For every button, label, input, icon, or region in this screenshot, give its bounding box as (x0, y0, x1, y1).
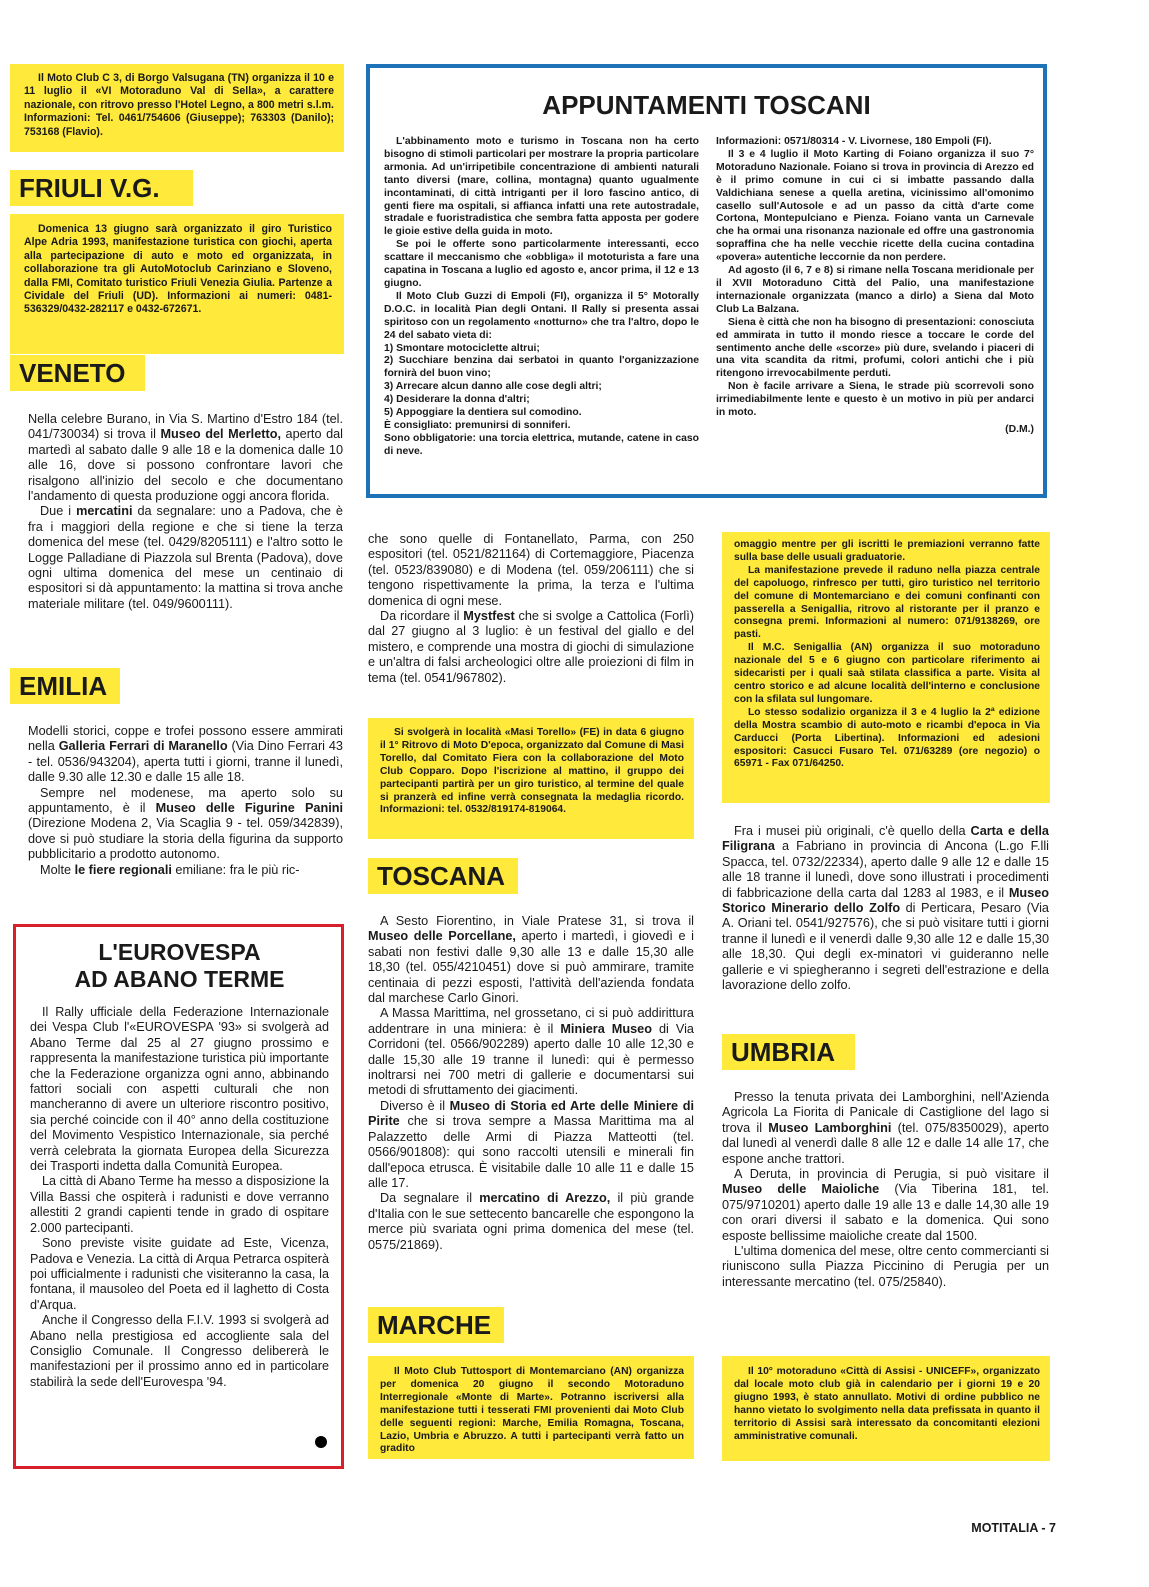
appuntamenti-paragraph: Informazioni: 0571/80314 - V. Livornese, 180 Empoli (FI). (716, 136, 992, 147)
umbria-text (722, 1090, 1049, 1290)
moto-club-c3-text: Il Moto Club C 3, di Borgo Valsugana (TN) organizza il 10 e 11 luglio il «VI Motoraduno Val di Sella», a carattere nazionale, con ritrovo presso l'Hotel Legno, a 800 metri s.l.m. Informazioni: Tel. 0461/754606 (Giuseppe); 763303 (Danilo); 753168 (Flavio). (24, 72, 334, 138)
toscana-paragraph: Da segnalare il mercatino di Arezzo, il più grande d'Italia con le sue settecento bancarelle che espongono la merce più svariata ogni prima domenica del mese (tel. 0575/21869). (368, 1191, 695, 1252)
section-header-veneto: VENETO (10, 355, 145, 391)
masi-torello-text: Si svolgerà in località «Masi Torello» (FE) in data 6 giugno il 1° Ritrovo di Moto D'epoca, organizzato dal Comune di Masi Torello, dal Comitato Fiera con la collaborazione del Moto Club Copparo. Dopo l'iscrizione al mattino, il gruppo dei partecipanti partirà per un giro turistico, al termine del quale si pranzerà ed infine verrà consegnata la medaglia ricordo. Informazioni: tel. 0532/819174-819064. (380, 727, 684, 816)
marche-box (368, 1356, 694, 1459)
rule-item: 3) Arrecare alcun danno alle cose degli altri; (384, 381, 602, 393)
eurovespa-paragraph: Sono previste visite guidate ad Este, Vicenza, Padova e Venezia. La città di Arqua Petrarca ospiterà poi ufficialmente i radunisti che visiteranno la casa, la fontana, il mausoleo del Poeta ed il laghetto di Costa d'Arqua. (30, 1236, 329, 1312)
musei-paragraph: Fra i musei più originali, c'è quello della Carta e della Filigrana a Fabriano in provincia di Ancona (L.go F.lli Spacca, tel. 0732/22334), aperto dalle 9 alle 12 e dalle 15 alle 18 tranne il lunedì, dove sono illustrati i procedimenti di fabbricazione della carta dal 1283 al 1983, e il Museo Storico Minerario dello Zolfo di Perticara, Pesaro (Via A. Oriani tel. 0541/927576), che si può visitare tutti i giorni tranne il lunedì e il venerdì dalle 9,30 alle 12 e dalle 15,30 alle 18,30. Qui degli ex-minatori vi guideranno nelle gallerie e vi spiegheranno i segreti dell'estrazione e della lavorazione dello zolfo. (722, 824, 1049, 993)
toscana-paragraph: A Sesto Fiorentino, in Viale Pratese 31, si trova il Museo delle Porcellane, aperto i martedì, i giovedì e i sabati non festivi dalle 9,30 alle 13 e dalle 15,30 alle 18,30 (tel. 055/4210451) dove si può ammirare, tramite centinaia di pezzi esposti, l'attività dell'azienda fondata dal marchese Carlo Ginori. (368, 914, 694, 1006)
appuntamenti-paragraph: Se poi le offerte sono particolarmente interessanti, ecco scattare il meccanismo che «obbliga» il mototurista a fare una capatina in Toscana a luglio ed agosto e, ancor prima, il 12 e 13 giugno. (384, 239, 699, 289)
toscana-text (368, 914, 694, 1253)
appuntamenti-paragraph: Il Moto Club Guzzi di Empoli (FI), organizza il 5° Motorally D.O.C. in località Pian degli Ontani. Il Rally si presenta assai spiritoso con un regolamento «notturno» che tra l'altro, dopo le 24 del sabato vieta di: (384, 290, 699, 341)
marche-continued-text: Lo stesso sodalizio organizza il 3 e 4 luglio la 2ª edizione della Mostra scambio di auto-moto e ricambi d'epoca in Via Carducci (Porta Libertina). Informazioni ed adesioni espositori: Casucci Fusaro Tel. 071/63289 (ore negozio) o 65971 - Fax 071/64250. (734, 706, 1040, 770)
end-bullet-icon (315, 1436, 327, 1448)
marche-continued-box (722, 532, 1050, 803)
rule-item: 1) Smontare motociclette altrui; (384, 342, 540, 354)
eurovespa-title-1: L'EUROVESPA (98, 939, 261, 965)
masi-torello-box (368, 718, 694, 839)
mystfest-paragraph: Da ricordare il Mystfest che si svolge a Cattolica (Forlì) dal 27 giugno al 3 luglio: è un festival del giallo e del mistero, e comprende una mostra di giochi di simulazione e un'altra di falsi archeologici oltre alle proiezioni di film in tema (tel. 0541/967802). (368, 609, 694, 685)
eurovespa-box (13, 924, 344, 1469)
marche-continued-text: La manifestazione prevede il raduno nella piazza centrale del capoluogo, rinfresco per tutti, giro turistico nel territorio del comune di Montemarciano e dei comuni confinanti con passerella a Senigallia, ritrovo al ristorante per il pranzo e consegna premi. Informazioni al numero: 071/9138269, ore pasti. (734, 564, 1040, 641)
umbria-paragraph: A Deruta, in provincia di Perugia, si può visitare il Museo delle Maioliche (Via Tiberina 181, tel. 075/9710201) aperto dalle 19 alle 13 e dalle 14,30 alle 19 con orari diversi il sabato e la domenica. Qui sono esposte bellissime maioliche create dal 1500. (722, 1167, 1049, 1243)
marche-continued-text: Il M.C. Senigallia (AN) organizza il suo motoraduno nazionale del 5 e 6 giugno con particolare riferimento ai sidecaristi per i quali saà stilata classifica a parte. Visita al centro storico e ad alcune località dell'interno e conclusione con la sfilata sul lungomare. (734, 642, 1040, 705)
appuntamenti-col-2 (716, 136, 1034, 437)
marche-continued-text: omaggio mentre per gli iscritti le premiazioni verranno fatte sulla base delle usuali graduatorie. (734, 539, 1040, 563)
veneto-text (28, 412, 343, 612)
rule-item: 4) Desiderare la donna d'altri; (384, 394, 530, 406)
eurovespa-paragraph: Il Rally ufficiale della Federazione Internazionale dei Vespa Club l'«EUROVESPA '93» si svolgerà ad Abano Terme dal 25 al 27 giugno prossimo e rappresenta la manifestazione turistica più importante che la Federazione organizza ogni anno, abbinando fattori sociali con aspetti culturali che non mancheranno di avere un ulteriore riscontro positivo, sia perché coincide con il 40° anno della costituzione del Movimento Vespistico Internazionale, sia perché verrà celebrata la giornata Europea della Sicurezza dei Trasporti indetta dalla Comunità Europea. (30, 1005, 329, 1174)
umbria-paragraph: L'ultima domenica del mese, oltre cento commercianti si riuniscono sulla Piazza Piccinino di Perugia per un interessante mercatino (tel. 075/25840). (722, 1244, 1049, 1289)
toscana-paragraph: A Massa Marittima, nel grossetano, ci si può addirittura addentrare in una miniera: è il Miniera Museo di Via Corridoni (tel. 0566/902289) aperto dalle 10 alle 12,30 e dalle 15,30 alle 19 tranne il lunedì: qui è permesso inoltrarsi nei 700 metri di gallerie e documentarsi sui metodi di sfruttamento dei giacimenti. (368, 1006, 694, 1098)
emilia-text (28, 724, 343, 878)
appuntamenti-paragraph: Il 3 e 4 luglio il Moto Karting di Foiano organizza il suo 7° Motoraduno Nazionale. Foiano si trova in provincia di Arezzo ed è il primo comune in cui ci si imbatte passando dalla Valdichiana senese a quella aretina, vicinissimo all'omonimo casello sull'Autosole e ad un passo da città d'arte come Cortona, Montepulciano e Pienza. Foiano vanta un Carnevale che ha ormai una risonanza nazionale ed offre una gastronomia sopraffina che ha nelle vecchie ricette della cucina contadina «povera» autentiche leccornie da non perdere. (716, 148, 1034, 264)
section-header-toscana: TOSCANA (368, 858, 518, 894)
appuntamenti-title: APPUNTAMENTI TOSCANI (542, 90, 871, 120)
page-footer: MOTITALIA - 7 (971, 1521, 1056, 1535)
friuli-box (10, 214, 344, 354)
section-header-friuli: FRIULI V.G. (10, 170, 193, 206)
assisi-text: Il 10° motoraduno «Città di Assisi - UNICEFF», organizzato dal locale moto club già in calendario per i giorni 19 e 20 giugno 1993, è stato annullato. Motivi di ordine pubblico ne hanno vietato lo svolgimento nella data prefissata in quanto il territorio di Assisi sarà interessato da concomitanti elezioni amministrative comunali. (734, 1366, 1040, 1442)
moto-club-c3-box (10, 64, 344, 152)
carta-filigrana-text (722, 824, 1049, 993)
section-header-marche: MARCHE (368, 1307, 504, 1343)
appuntamenti-col-1 (384, 136, 699, 459)
toscana-paragraph: Diverso è il Museo di Storia ed Arte delle Miniere di Pirite che si trova sempre a Massa Marittima ma al Palazzetto delle Armi di Piazza Matteotti (tel. 0566/901808): qui sono raccolti utensili e minerali fin dall'epoca etrusca. È visitabile dalle 10 alle 11 e dalle 15 alle 17. (368, 1098, 694, 1190)
rule-item: 2) Succhiare benzina dai serbatoi in quanto l'organizzazione fornirà del buon vino; (384, 355, 699, 380)
rule-item: 5) Appoggiare la dentiera sul comodino. (384, 407, 582, 419)
eurovespa-title-2: AD ABANO TERME (74, 966, 285, 992)
section-header-emilia: EMILIA (10, 668, 120, 704)
appuntamenti-paragraph: Ad agosto (il 6, 7 e 8) si rimane nella Toscana meridionale per il XVII Motoraduno Città del Palio, una manifestazione internazionale organizzata (manco a dirlo) a Siena dal Moto Club La Balzana. (716, 265, 1034, 315)
author-signature: (D.M.) (1005, 423, 1034, 435)
fiere-paragraph: che sono quelle di Fontanellato, Parma, con 250 espositori (tel. 0521/821164) di Cortemaggiore, Piacenza (tel. 0523/839080) e di Modena (tel. 059/206111) che si tengono rispettivamente la prima, la terza e l'ultima domenica di ogni mese. (368, 532, 694, 608)
marche-text: Il Moto Club Tuttosport di Montemarciano (AN) organizza per domenica 20 giugno il secondo Motoraduno Interregionale «Monte di Marte». Potranno iscriversi alla manifestazione tutti i tesserati FMI provenienti dai Moto Club delle seguenti regioni: Marche, Emilia Romagna, Toscana, Lazio, Umbria e Abruzzo. A tutti i partecipanti verrà fatto un gradito (380, 1366, 684, 1455)
appuntamenti-paragraph: L'abbinamento moto e turismo in Toscana non ha certo bisogno di stimoli particolari per mostrare la propria particolare armonia. Ad un'irripetibile concentrazione di ambienti naturali tanto diversi (mare, collina, montagna) quanto ugualmente incontaminati, di città intriganti per il loro fascino antico, di genti fiere ma ospitali, si affianca infatti una rete autostradale, stradale e fuoristradistica che sembra fatta apposta per godere le gioie estive della guida in moto. (384, 136, 699, 238)
section-header-umbria: UMBRIA (722, 1034, 855, 1070)
veneto-paragraph: Due i mercatini da segnalare: uno a Padova, che è fra i maggiori della regione e che si tiene la terza domenica del mese (tel. 0429/8205111) e l'altro sotto le Logge Palladiane di Piazzola sul Brenta (Padova), dove ogni ultima domenica del mese un centinaio di espositori si dà appuntamento: la mattina si trova anche materiale militare (tel. 049/9600111). (28, 504, 343, 611)
eurovespa-paragraph: Anche il Congresso della F.I.V. 1993 si svolgerà ad Abano nella prestigiosa ed accogliente sala del Consiglio Comunale. Il Congresso delibererà le manifestazioni per il prossimo anno ed in particolare stabilirà la sede dell'Eurovespa '94. (30, 1313, 329, 1389)
obbligatorie-text: Sono obbligatorie: una torcia elettrica, mutande, catene in caso di neve. (384, 432, 699, 457)
emilia-paragraph: Molte le fiere regionali emiliane: fra le più ric- (40, 862, 300, 877)
veneto-paragraph: Nella celebre Burano, in Via S. Martino d'Estro 184 (tel. 041/730034) si trova il Museo del Merletto, aperto dal martedì al sabato dalle 9 alle 18 e la domenica dalle 10 alle 16, dove si possono confrontare lavori che risalgono all'inizio del secolo e che documentano l'andamento di questa produzione oggi ancora florida. (28, 412, 343, 504)
emilia-paragraph: Modelli storici, coppe e trofei possono essere ammirati nella Galleria Ferrari di Maranello (Via Dino Ferrari 43 - tel. 0536/943204), aperta tutti i giorni, tranne il lunedì, dalle 9.30 alle 12.30 e dalle 15 alle 18. (28, 724, 343, 785)
consiglio-text: È consigliato: premunirsi di sonniferi. (384, 419, 571, 431)
appuntamenti-paragraph: Non è facile arrivare a Siena, le strade più scorrevoli sono irrimediabilmente lente e questo è un motivo in più per andarci in moto. (716, 381, 1034, 419)
emilia-continued-text (368, 532, 694, 686)
appuntamenti-toscani-box (366, 64, 1047, 498)
eurovespa-paragraph: La città di Abano Terme ha messo a disposizione la Villa Bassi che ospiterà i radunisti e dove verranno allestiti 2 grandi capienti tende in grado di ospitare 2.000 partecipanti. (30, 1174, 329, 1235)
umbria-paragraph: Presso la tenuta privata dei Lamborghini, nell'Azienda Agricola La Fiorita di Panicale di Castiglione del lago si trova il Museo Lamborghini (tel. 075/8350029), aperto dal lunedì al venerdì dalle 8 alle 12 e dalle 14 alle 17, che espone anche trattori. (722, 1090, 1049, 1166)
appuntamenti-paragraph: Siena è città che non ha bisogno di presentazioni: conosciuta ed ammirata in tutto il mondo riesce a toccare le corde del sentimento anche delle «scorze» più dure, svelando i piaceri di una vita scandita da ritmi, profumi, colori antichi che i più ritengono irrevocabilmente perduti. (716, 316, 1034, 380)
friuli-text: Domenica 13 giugno sarà organizzato il giro Turistico Alpe Adria 1993, manifestazione turistica con giochi, aperta alla partecipazione di auto e moto ed organizzata, in collaborazione tra gli AutoMotoclub Carinziano e Sloveno, dalla FMI, Comitato turistico Friuli Venezia Giulia. Partenze a Cividale del Friuli (UD). Informazioni ai numeri: 0481-536329/0432-282117 e 0432-672671. (24, 223, 332, 316)
museo-merletto: Museo del Merletto, (160, 427, 281, 442)
emilia-paragraph: Sempre nel modenese, ma aperto solo su appuntamento, è il Museo delle Figurine Panini (Direzione Modena 2, Via Scaglia 9 - tel. 059/342839), dove si può studiare la storia della figurina da supporto pubblicitario a prodotto autonomo. (28, 785, 344, 862)
assisi-box (722, 1356, 1050, 1461)
